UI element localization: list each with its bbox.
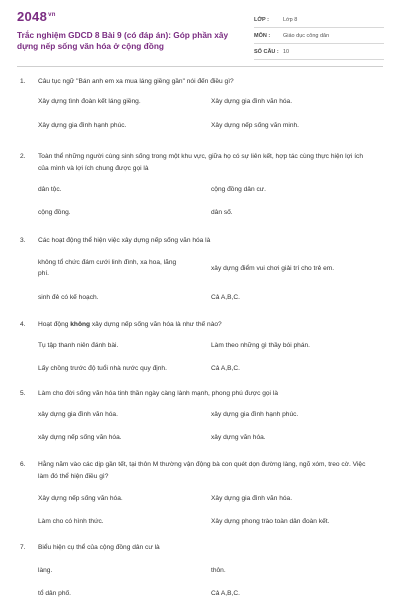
option-c[interactable]: Làm cho có hình thức. [38,518,104,525]
question-text: Toàn thể những người cùng sinh sống trong một khu vực, giữa họ có sự liên kết, hợp tác cùng thực hiện lợi ích của mình và lợi ích chung được gọi là [38,153,363,172]
question-number: 2. [20,153,26,160]
option-d[interactable]: Cả A,B,C. [211,294,240,301]
meta-row-subject [254,28,384,44]
option-b[interactable]: cộng đồng dân cư. [211,186,267,193]
option-c[interactable]: xây dựng nếp sống văn hóa. [38,434,122,441]
option-d[interactable]: Cả A,B,C. [211,365,240,372]
option-d[interactable]: Cả A,B,C. [211,590,240,597]
question-number: 6. [20,461,26,468]
option-a[interactable]: Xây dựng nếp sống văn hóa. [38,495,123,502]
meta-label: LỚP : [254,16,269,23]
question-text: Làm cho đời sống văn hóa tinh thần ngày càng lành mạnh, phong phú được gọi là [38,390,278,397]
question-text: Hằng năm vào các dịp gần tết, tại thôn M thường vận động bà con quét dọn đường làng, ngõ xóm, treo cờ. Việc làm đó thể hiện điều gì? [38,461,366,480]
option-b[interactable]: Làm theo những gì thầy bói phán. [211,342,310,349]
option-c[interactable]: Lấy chồng trước độ tuổi nhà nước quy định. [38,365,167,372]
keyword-not: không [70,321,91,328]
question-number: 3. [20,237,26,244]
question-number: 1. [20,78,26,85]
site-logo[interactable]: $2048^{vn}$ [17,9,56,24]
option-b[interactable]: xây dựng gia đình hạnh phúc. [211,411,299,418]
header-divider [17,66,383,67]
option-a[interactable]: dân tộc. [38,186,62,193]
page-header [0,0,400,62]
option-b[interactable]: Xây dựng gia đình văn hóa. [211,495,293,502]
option-b[interactable]: thôn. [211,567,226,574]
meta-row-class [254,12,384,28]
option-a[interactable]: Tụ tập thanh niên đánh bài. [38,342,119,349]
option-c[interactable]: cộng đồng. [38,209,71,216]
option-d[interactable]: xây dựng văn hóa. [211,434,266,441]
option-b[interactable]: Xây dựng gia đình văn hóa. [211,98,293,105]
option-a[interactable]: xây dựng gia đình văn hóa. [38,411,118,418]
question-text: Các hoạt động thể hiện việc xây dựng nếp sống văn hóa là [38,237,211,244]
option-c[interactable]: Xây dựng gia đình hạnh phúc. [38,122,127,129]
question-text: Biểu hiện cụ thể của cộng đồng dân cư là [38,544,160,551]
meta-label: SỐ CÂU : [254,48,279,55]
meta-value: 10 [283,48,290,55]
option-a[interactable]: không tổ chức đám cưới linh đình, xa hoa, lãng phí. [38,259,177,277]
option-c[interactable]: tổ dân phố. [38,590,71,597]
meta-table [254,12,384,60]
option-b[interactable]: xây dựng điểm vui chơi giải trí cho trẻ em. [211,265,335,272]
question-number: 5. [20,390,26,397]
option-a[interactable]: làng. [38,567,53,574]
meta-row-count [254,44,384,60]
question-text: Hoạt động không xây dựng nếp sống văn hóa là như thế nào? [38,321,222,328]
meta-label: MÔN : [254,32,271,39]
meta-value: Lớp 8 [283,16,298,23]
option-d[interactable]: dân số. [211,209,233,216]
question-number: 7. [20,544,26,551]
option-a[interactable]: Xây dựng tình đoàn kết láng giềng. [38,98,141,105]
question-text: Câu tục ngữ "Bán anh em xa mua láng giềng gần" nói đến điều gì? [38,78,234,85]
option-d[interactable]: Xây dựng phong trào toàn dân đoàn kết. [211,518,330,525]
page-title: Trắc nghiệm GDCD 8 Bài 9 (có đáp án): Góp phần xây dựng nếp sống văn hóa ở cộng đồng [17,30,229,51]
meta-value: Giáo dục công dân [283,32,330,39]
option-c[interactable]: sinh đẻ có kế hoạch. [38,294,99,301]
question-number: 4. [20,321,26,328]
option-d[interactable]: Xây dựng nếp sống văn minh. [211,122,299,129]
